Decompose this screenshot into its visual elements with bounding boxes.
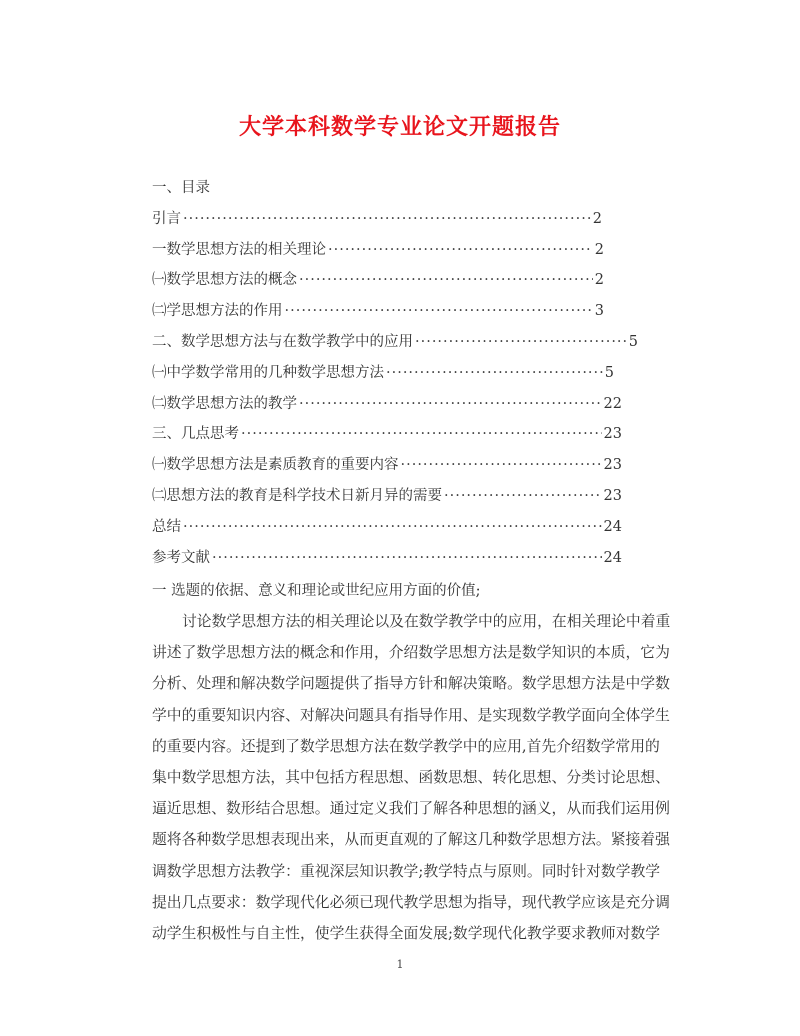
- toc-entry[interactable]: [152, 204, 602, 235]
- dot-leader: [285, 296, 593, 327]
- toc-label: ㈠数学思想方法的概念: [152, 272, 297, 289]
- toc-label: ㈡数学思想方法的教学: [152, 395, 297, 412]
- toc-label: 参考文献: [152, 549, 210, 566]
- toc-label: ㈡思想方法的教育是科学技术日新月异的需要: [152, 487, 442, 504]
- toc-heading: 一、目录: [152, 180, 210, 196]
- page-number: 1: [396, 958, 404, 971]
- paragraph-line: 讲述了数学思想方法的概念和作用，介绍数学思想方法是数学知识的本质，它为: [152, 644, 670, 662]
- toc-entry[interactable]: [152, 235, 604, 266]
- toc-page: 24: [603, 518, 622, 535]
- toc-entry[interactable]: [152, 512, 622, 543]
- paragraph-line: 提出几点要求：数学现代化必须已现代教学思想为指导，现代教学应该是充分调: [152, 893, 670, 911]
- document-title: 大学本科数学专业论文开题报告: [238, 114, 561, 140]
- paragraph-line: 学中的重要知识内容、对解决问题具有指导作用、是实现数学教学面向全体学生: [152, 706, 670, 724]
- toc-label: ㈠数学思想方法是素质教育的重要内容: [152, 457, 399, 474]
- paragraph-line: 集中数学思想方法，其中包括方程思想、函数思想、转化思想、分类讨论思想、: [152, 768, 670, 786]
- toc-page: 2: [592, 210, 602, 227]
- dot-leader: [415, 327, 627, 358]
- dot-leader: [183, 204, 591, 235]
- paragraph-line: 调数学思想方法教学：重视深层知识教学;教学特点与原则。同时针对数学教学: [152, 862, 661, 880]
- dot-leader: [386, 358, 603, 389]
- dot-leader: [241, 419, 602, 450]
- toc-page: 23: [603, 426, 622, 443]
- toc-page: 22: [603, 395, 622, 412]
- dot-leader: [299, 265, 593, 296]
- toc-entry[interactable]: [152, 481, 622, 512]
- toc-entry[interactable]: [152, 296, 604, 327]
- paragraph-line: 的重要内容。还提到了数学思想方法在数学教学中的应用,首先介绍数学常用的: [152, 737, 660, 755]
- dot-leader: [444, 481, 602, 512]
- section-heading: 一 选题的依据、意义和理论或世纪应用方面的价值;: [152, 583, 481, 599]
- toc-entry[interactable]: [152, 358, 614, 389]
- toc-entry[interactable]: [152, 450, 622, 481]
- toc-label: 二、数学思想方法与在数学教学中的应用: [152, 333, 413, 350]
- body-paragraph: [152, 606, 671, 949]
- toc-entry[interactable]: [152, 265, 604, 296]
- toc-page: 2: [594, 272, 604, 289]
- paragraph-line: 分析、处理和解决数学问题提供了指导方针和解决策略。数学思想方法是中学数: [152, 675, 670, 693]
- toc-label: 三、几点思考: [152, 426, 239, 443]
- toc-page: 5: [628, 333, 638, 350]
- dot-leader: [401, 450, 602, 481]
- paragraph-line: 题将各种数学思想表现出来，从而更直观的了解这几种数学思想方法。紧接着强: [152, 831, 670, 849]
- dot-leader: [183, 512, 602, 543]
- toc-page: 3: [594, 303, 604, 320]
- toc-page: 23: [603, 457, 622, 474]
- toc-label: 一数学思想方法的相关理论: [152, 241, 326, 258]
- toc-entry[interactable]: [152, 543, 622, 574]
- paragraph-line: 逼近思想、数形结合思想。通过定义我们了解各种思想的涵义，从而我们运用例: [152, 800, 670, 818]
- dot-leader: [299, 389, 602, 420]
- toc-label: 引言: [152, 210, 181, 227]
- toc-label: ㈠中学数学常用的几种数学思想方法: [152, 364, 384, 381]
- table-of-contents: [152, 173, 652, 573]
- toc-page: 5: [604, 364, 614, 381]
- toc-page: 23: [603, 487, 622, 504]
- paragraph-line: 动学生积极性与自主性，使学生获得全面发展;数学现代化教学要求教师对数学: [152, 924, 661, 942]
- toc-page: 24: [603, 549, 622, 566]
- toc-label: ㈡学思想方法的作用: [152, 303, 283, 320]
- toc-entry[interactable]: [152, 327, 638, 358]
- toc-label: 总结: [152, 518, 181, 535]
- toc-entry[interactable]: [152, 389, 622, 420]
- dot-leader: [328, 235, 593, 266]
- paragraph-line: 讨论数学思想方法的相关理论以及在数学教学中的应用，在相关理论中着重: [182, 613, 671, 630]
- toc-entry[interactable]: [152, 419, 622, 450]
- toc-page: 2: [594, 241, 604, 258]
- dot-leader: [212, 543, 602, 574]
